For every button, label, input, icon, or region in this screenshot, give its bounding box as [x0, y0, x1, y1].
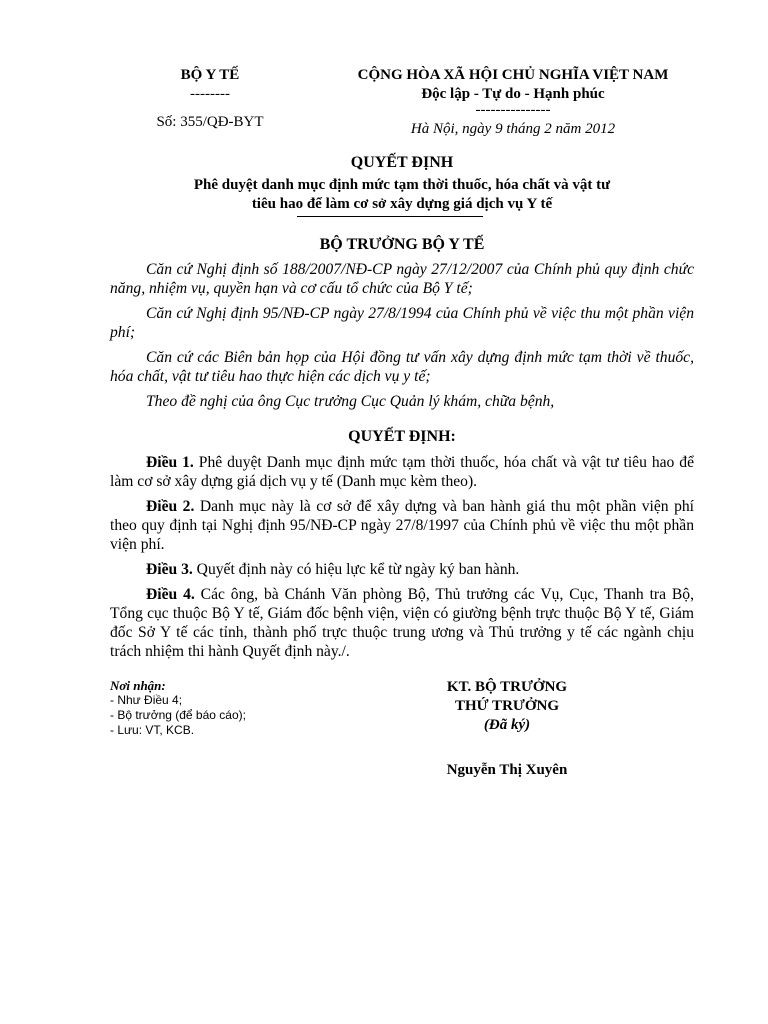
article-text: Các ông, bà Chánh Văn phòng Bộ, Thủ trưởng các Vụ, Cục, Thanh tra Bộ, Tổng cục thuộc Bộ Y tế, Giám đốc bệnh viện, viện có giường bệnh trực thuộc Bộ Y tế, Giám đốc Sở Y tế các tỉnh, thành phố trực thuộc trung ương và Thủ trưởng y tế các ngành chịu trách nhiệm thi hành Quyết định này./. [110, 586, 695, 660]
preamble-item: Căn cứ Nghị định số 188/2007/NĐ-CP ngày 27/12/2007 của Chính phủ quy định chức năng, nhiệm vụ, quyền hạn và cơ cấu tổ chức của Bộ Y tế; [110, 261, 694, 297]
article-label: Điều 4. [146, 586, 195, 603]
article-1 [110, 453, 694, 491]
recipients-block [110, 678, 360, 738]
issuer-block [110, 66, 310, 132]
article-label: Điều 1. [146, 454, 194, 471]
decision-heading: QUYẾT ĐỊNH: [348, 428, 456, 445]
motto: Độc lập - Tự do - Hạnh phúc [421, 86, 605, 102]
authority-heading: BỘ TRƯỞNG BỘ Y TẾ [319, 236, 485, 253]
article-label: Điều 2. [146, 498, 195, 515]
article-4 [110, 585, 694, 661]
doc-number: Số: 355/QĐ-BYT [156, 114, 264, 130]
signature-block [404, 678, 610, 780]
preamble-section [110, 260, 694, 411]
article-text: Quyết định này có hiệu lực kể từ ngày ký ban hành. [192, 561, 520, 578]
doc-subtitle-line1: Phê duyệt danh mục định mức tạm thời thuốc, hóa chất và vật tư [193, 177, 611, 193]
country-name: CỘNG HÒA XÃ HỘI CHỦ NGHĨA VIỆT NAM [357, 67, 669, 83]
recipients-heading: Nơi nhận: [110, 678, 166, 693]
motto-dash: --------------- [475, 102, 551, 118]
doc-subtitle-line2: tiêu hao để làm cơ sở xây dựng giá dịch vụ Y tế [251, 196, 553, 212]
article-2 [110, 497, 694, 554]
signed-note: (Đã ký) [483, 717, 531, 733]
article-text: Danh mục này là cơ sở để xây dựng và ban hành giá thu một phần viện phí theo quy định tại Nghị định 95/NĐ-CP ngày 27/8/1997 của Chính phủ về việc thu một phần viện phí. [110, 498, 694, 553]
title-divider [297, 216, 483, 217]
recipient-item: - Như Điều 4; [110, 693, 183, 707]
national-header [318, 66, 708, 139]
signer-role-1: KT. BỘ TRƯỞNG [446, 679, 568, 695]
article-label: Điều 3. [146, 561, 193, 578]
signer-role-2: THỨ TRƯỞNG [454, 698, 560, 714]
place-date: Hà Nội, ngày 9 tháng 2 năm 2012 [410, 121, 616, 137]
recipient-item: - Bộ trưởng (để báo cáo); [110, 708, 246, 722]
org-name: BỘ Y TẾ [180, 67, 240, 83]
doc-title: QUYẾT ĐỊNH [350, 154, 454, 171]
preamble-item: Theo đề nghị của ông Cục trưởng Cục Quản lý khám, chữa bệnh, [146, 393, 555, 410]
signer-name: Nguyễn Thị Xuyên [446, 762, 568, 778]
preamble-item: Căn cứ Nghị định 95/NĐ-CP ngày 27/8/1994 của Chính phủ về việc thu một phần viện phí; [110, 305, 694, 341]
articles-section [110, 453, 694, 661]
org-dash: -------- [190, 86, 230, 102]
article-text: Phê duyệt Danh mục định mức tạm thời thuốc, hóa chất và vật tư tiêu hao để làm cơ sở xây dựng giá dịch vụ y tế (Danh mục kèm theo). [110, 454, 694, 490]
preamble-item: Căn cứ các Biên bản họp của Hội đồng tư vấn xây dựng định mức tạm thời về thuốc, hóa chất, vật tư tiêu hao thực hiện các dịch vụ y tế; [110, 349, 694, 385]
article-3 [110, 560, 694, 579]
recipient-item: - Lưu: VT, KCB. [110, 723, 195, 737]
